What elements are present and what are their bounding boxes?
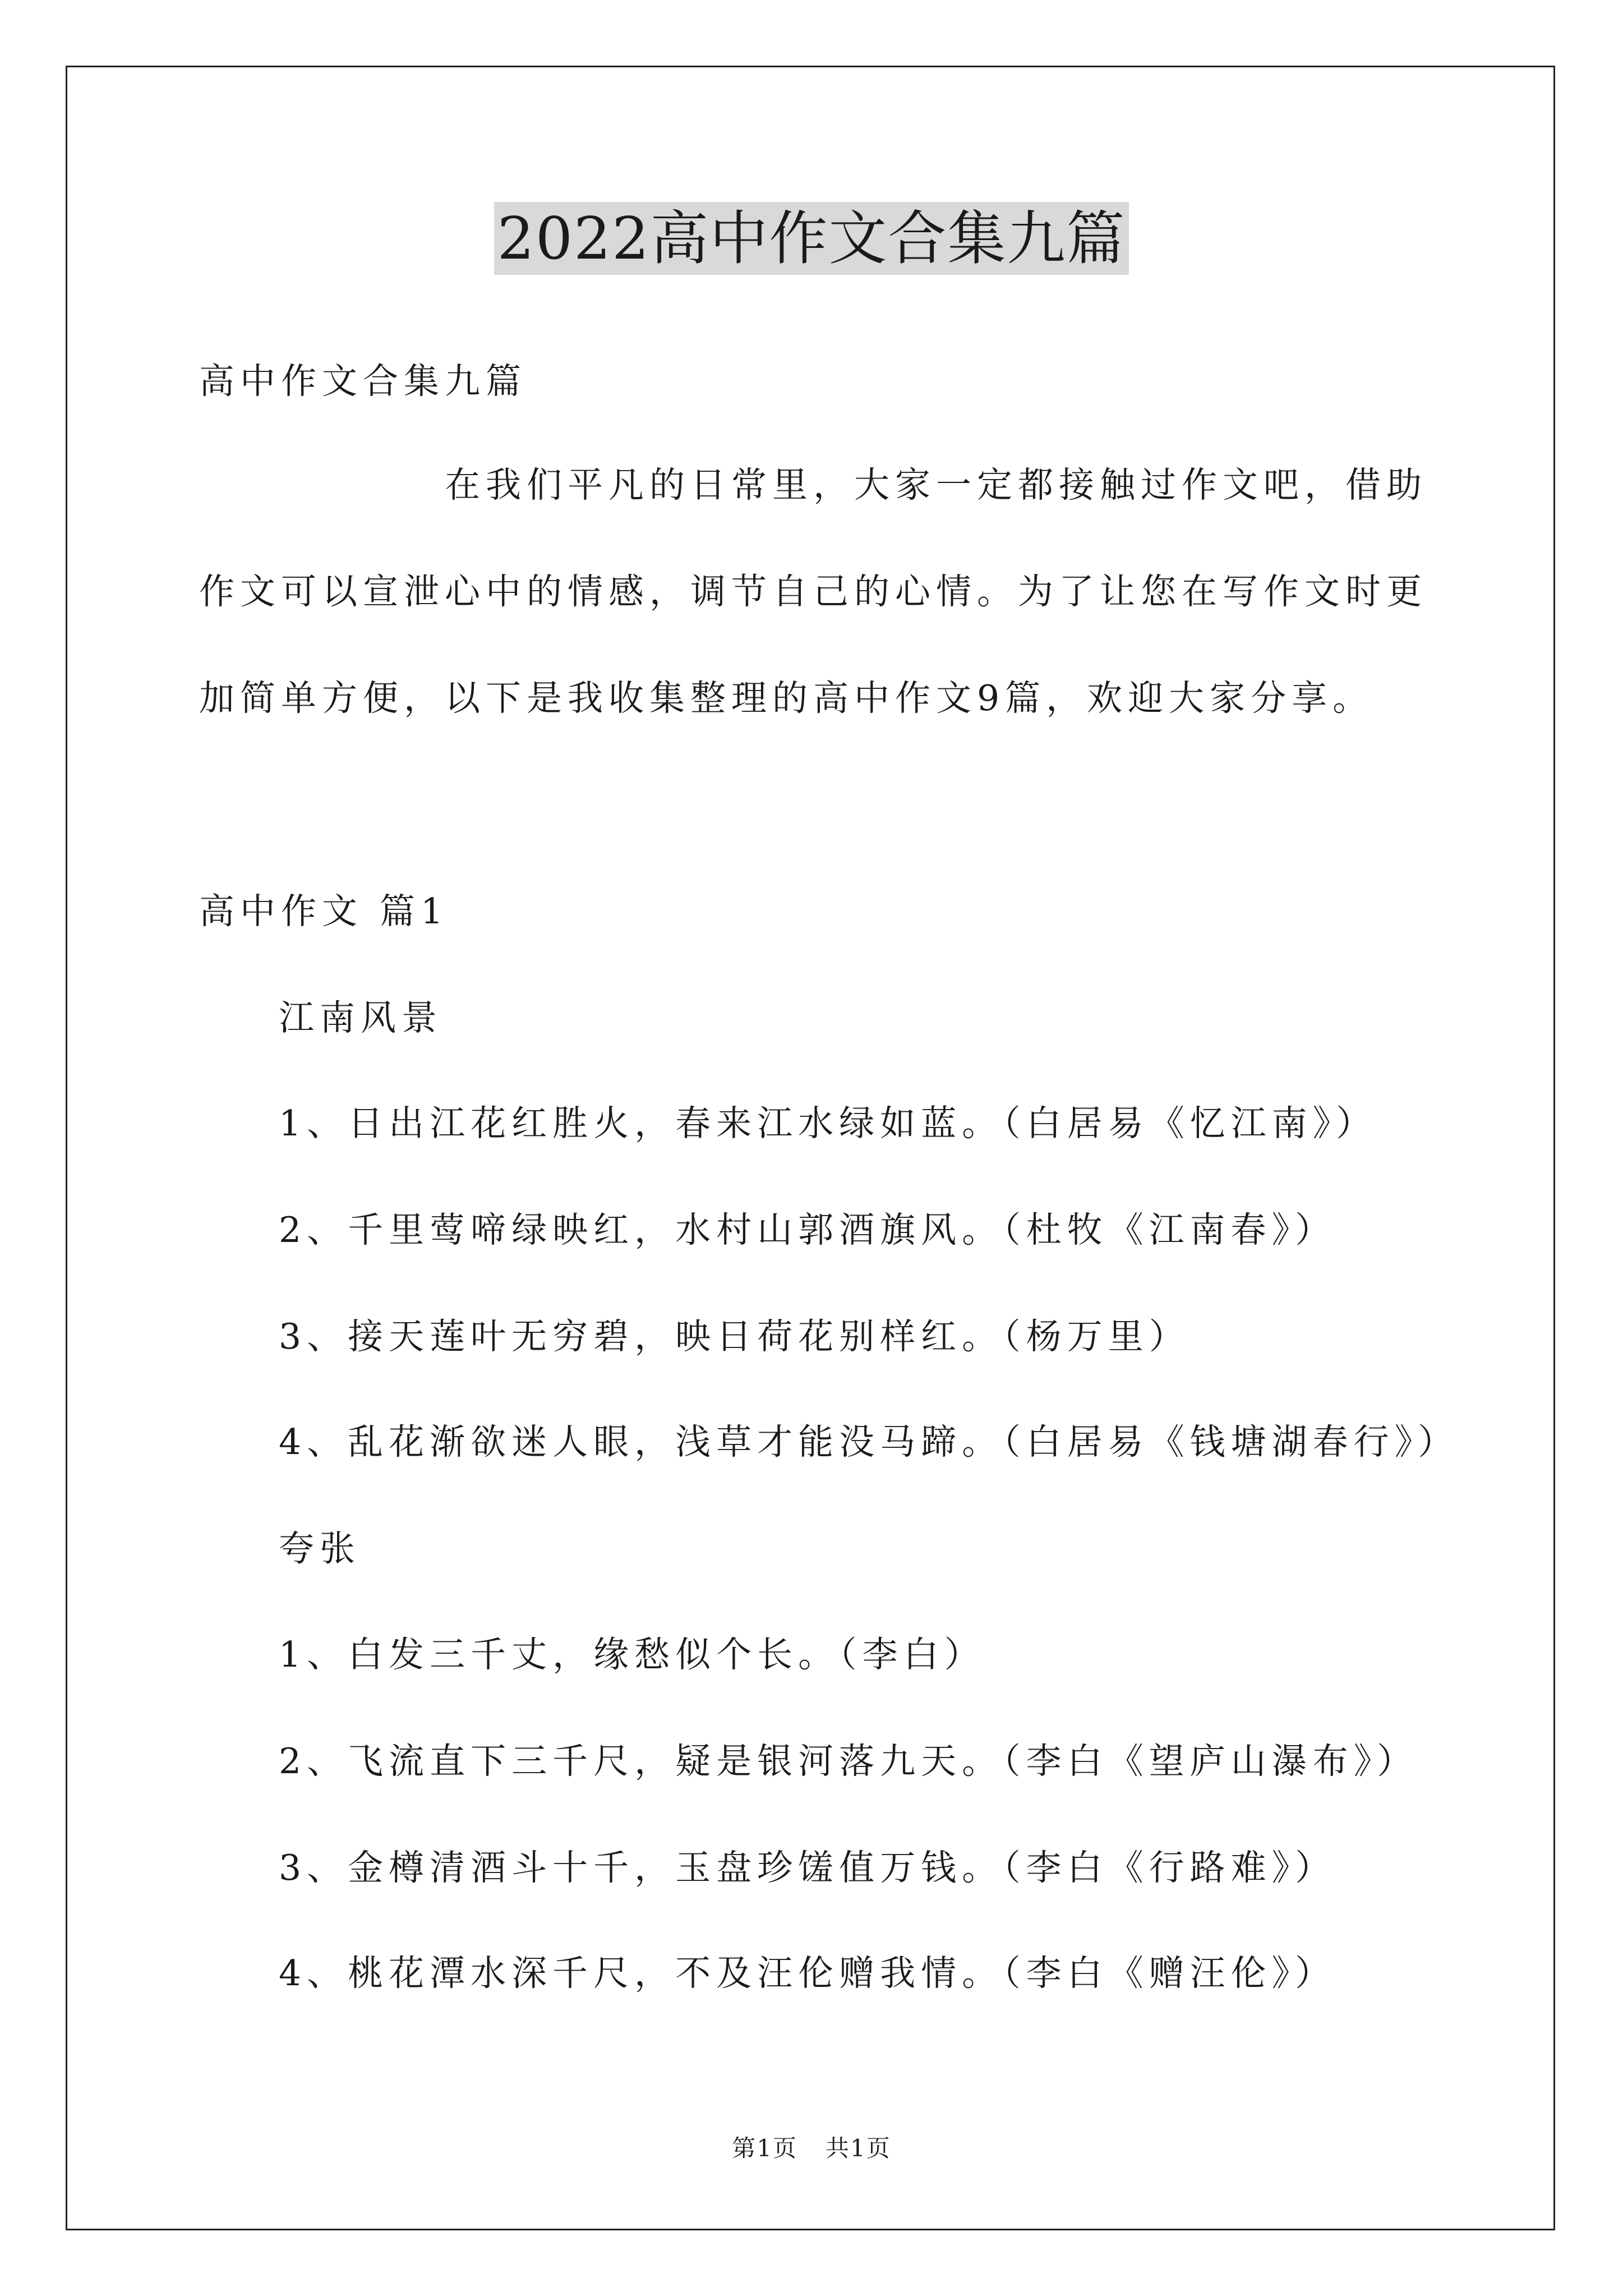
page-number: 第1页: [732, 2134, 797, 2162]
list-item: 3、金樽清酒斗十千，玉盘珍馐值万钱。（李白《行路难》）: [279, 1847, 1336, 1888]
page-footer: [0, 2132, 1623, 2165]
page-total: 共1页: [826, 2134, 891, 2162]
list-item: 2、千里莺啼绿映红，水村山郭酒旗风。（杜牧《江南春》）: [279, 1209, 1336, 1250]
document-title-text: 2022高中作文合集九篇: [494, 202, 1129, 275]
list-item: 1、白发三千丈，缘愁似个长。（李白）: [279, 1634, 985, 1675]
intro-line-3: 加简单方便，以下是我收集整理的高中作文9篇，欢迎大家分享。: [199, 678, 1374, 719]
section-heading: 高中作文 篇1: [199, 891, 449, 932]
list-item: 3、接天莲叶无穷碧，映日荷花别样红。（杨万里）: [279, 1316, 1190, 1357]
document-title: [0, 199, 1623, 278]
intro-line-2: 作文可以宣泄心中的情感，调节自己的心情。为了让您在写作文时更: [199, 571, 1427, 612]
group-heading-kuazhang: 夸张: [279, 1528, 361, 1569]
list-item: 2、飞流直下三千尺，疑是银河落九天。（李白《望庐山瀑布》）: [279, 1741, 1418, 1782]
list-item: 4、桃花潭水深千尺，不及汪伦赠我情。（李白《赠汪伦》）: [279, 1953, 1336, 1994]
group-heading-jiangnan: 江南风景: [279, 997, 442, 1038]
intro-line-1: 在我们平凡的日常里，大家一定都接触过作文吧，借助: [445, 464, 1427, 505]
subtitle: 高中作文合集九篇: [199, 361, 527, 402]
list-item: 4、乱花渐欲迷人眼，浅草才能没马蹄。（白居易《钱塘湖春行》）: [279, 1421, 1459, 1462]
list-item: 1、日出江花红胜火，春来江水绿如蓝。（白居易《忆江南》）: [279, 1103, 1377, 1144]
